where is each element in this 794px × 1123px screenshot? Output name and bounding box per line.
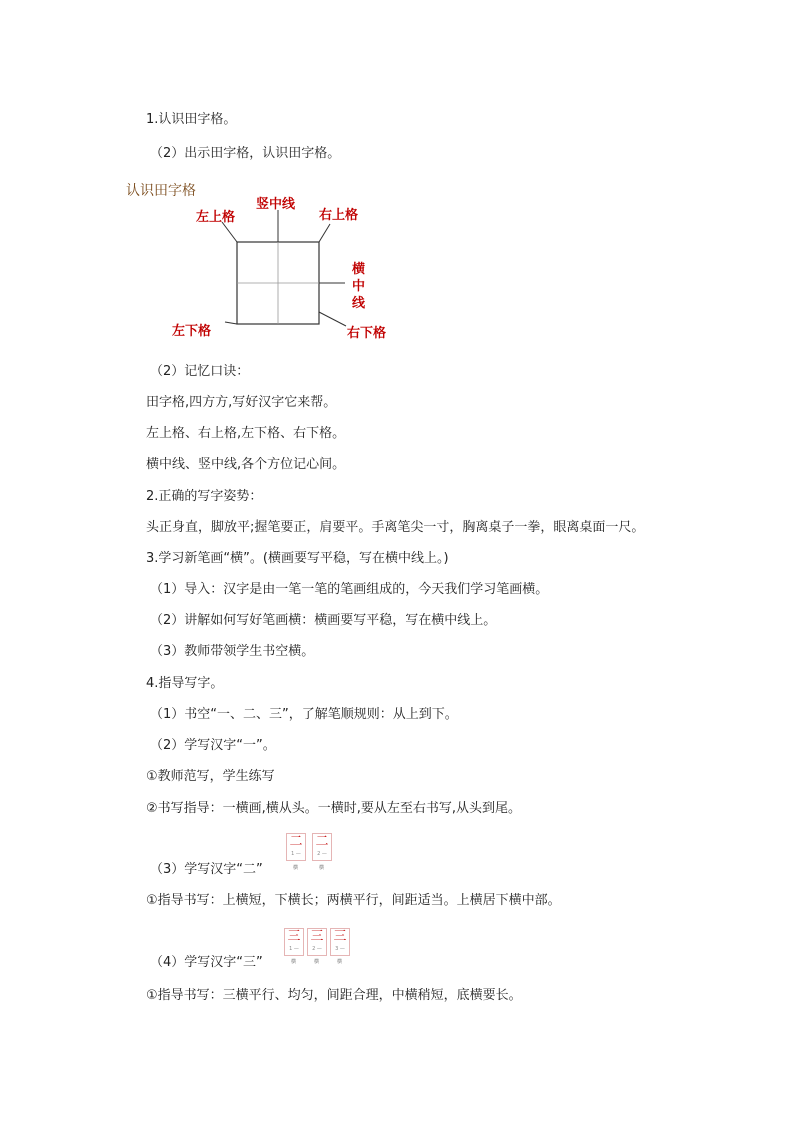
line-3: （2）记忆口诀： xyxy=(150,364,250,379)
pointer-top-right xyxy=(319,224,330,242)
label-bottom-left: 左下格 xyxy=(172,324,212,339)
label-bottom-right: 右下格 xyxy=(347,326,387,341)
line-18: （3）学写汉字“二” xyxy=(150,862,263,877)
label-top-left: 左上格 xyxy=(196,210,236,225)
stroke-card-er-2 xyxy=(312,833,332,861)
line-13: 4.指导写字。 xyxy=(146,676,224,691)
line-15: （2）学写汉字“一”。 xyxy=(150,738,276,753)
line-20: （4）学写汉字“三” xyxy=(150,955,263,970)
label-horizontal-3: 线 xyxy=(352,296,366,311)
line-1: 1.认识田字格。 xyxy=(146,112,237,127)
stroke-card-glyph: 二 xyxy=(315,834,329,849)
line-8: 头正身直，脚放平;握笔要正，肩要平。手离笔尖一寸，胸离桌子一拳，眼离桌面一尺。 xyxy=(146,520,645,535)
line-5: 左上格、右上格,左下格、右下格。 xyxy=(146,426,346,441)
line-21: ①指导书写：三横平行、均匀，间距合理，中横稍短，底横要长。 xyxy=(146,988,522,1003)
stroke-card-san-caption-3: 横 xyxy=(337,959,343,965)
pointer-top-left xyxy=(222,222,237,242)
line-14: （1）书空“一、二、三”，了解笔顺规则：从上到下。 xyxy=(150,707,458,722)
line-16: ①教师范写，学生练写 xyxy=(146,769,275,784)
stroke-card-san-1 xyxy=(284,928,304,956)
stroke-card-number: 2 — xyxy=(317,851,327,857)
section-heading: 认识田字格 xyxy=(126,183,196,199)
pointer-bottom-left xyxy=(225,322,237,324)
stroke-card-number: 2 — xyxy=(312,946,322,952)
tianzige-diagram xyxy=(160,190,400,340)
label-horizontal-2: 中 xyxy=(352,279,366,294)
stroke-card-san-caption-2: 横 xyxy=(314,959,320,965)
line-10: （1）导入：汉字是由一笔一笔的笔画组成的，今天我们学习笔画横。 xyxy=(150,582,549,597)
line-2: （2）出示田字格，认识田字格。 xyxy=(150,146,341,161)
stroke-card-glyph: 三 xyxy=(333,929,347,944)
stroke-card-number: 3 — xyxy=(335,946,345,952)
label-horizontal-1: 横 xyxy=(352,262,366,277)
stroke-card-glyph: 二 xyxy=(289,834,303,849)
stroke-card-er-caption-1: 横 xyxy=(293,865,299,871)
line-11: （2）讲解如何写好笔画横：横画要写平稳，写在横中线上。 xyxy=(150,613,497,628)
line-7: 2.正确的写字姿势： xyxy=(146,489,263,504)
stroke-card-number: 1 — xyxy=(291,851,301,857)
line-12: （3）教师带领学生书空横。 xyxy=(150,644,315,659)
line-4: 田字格,四方方,写好汉字它来帮。 xyxy=(146,395,337,410)
pointer-bottom-right xyxy=(319,312,346,326)
line-6: 横中线、竖中线,各个方位记心间。 xyxy=(146,457,346,472)
line-9: 3.学习新笔画“横”。(横画要写平稳，写在横中线上。) xyxy=(146,551,449,566)
stroke-card-er-1 xyxy=(286,833,306,861)
stroke-card-san-caption-1: 横 xyxy=(291,959,297,965)
stroke-card-glyph: 三 xyxy=(310,929,324,944)
stroke-card-san-3 xyxy=(330,928,350,956)
stroke-card-number: 1 — xyxy=(289,946,299,952)
label-vertical-line: 竖中线 xyxy=(256,197,296,212)
label-top-right: 右上格 xyxy=(319,208,359,223)
stroke-card-glyph: 三 xyxy=(287,929,301,944)
line-17: ②书写指导：一横画,横从头。一横时,要从左至右书写,从头到尾。 xyxy=(146,801,522,816)
stroke-card-san-2 xyxy=(307,928,327,956)
stroke-card-er-caption-2: 横 xyxy=(319,865,325,871)
line-19: ①指导书写：上横短，下横长；两横平行，间距适当。上横居下横中部。 xyxy=(146,893,561,908)
